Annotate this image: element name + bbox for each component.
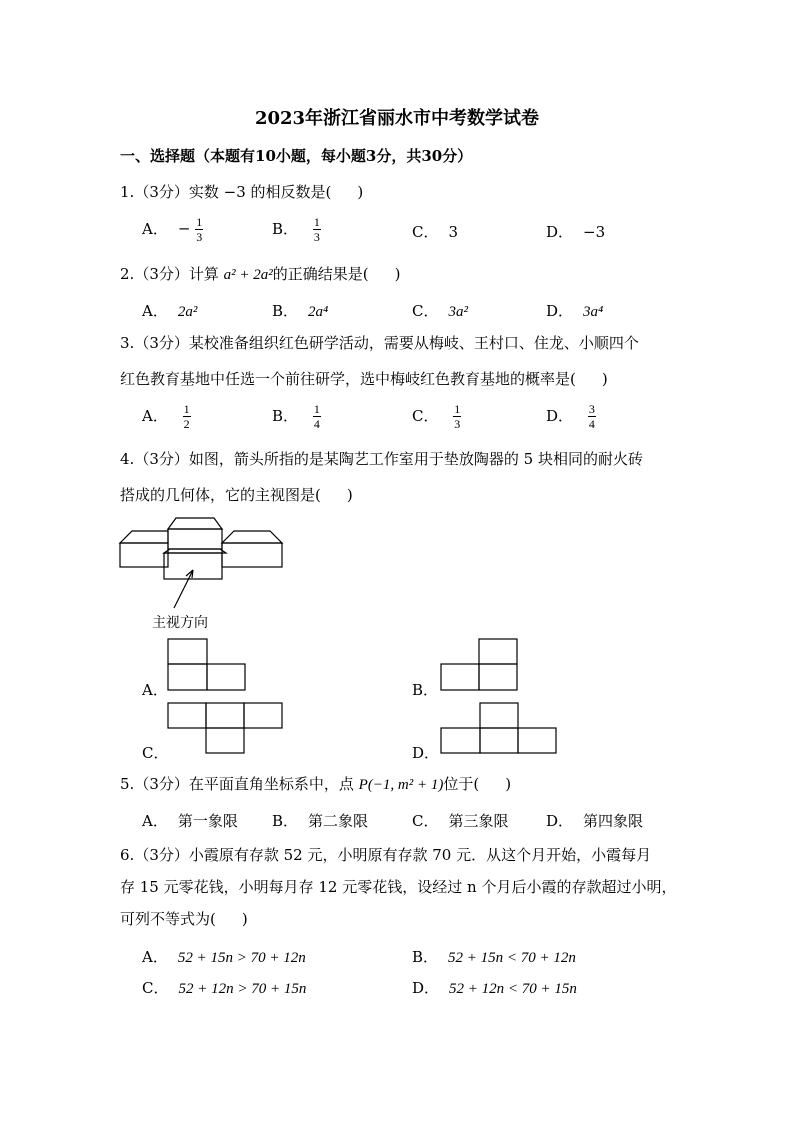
q4-figure-a xyxy=(168,639,245,690)
q5-option-a[interactable]: A． 第一象限 xyxy=(142,812,238,830)
question-6-stem-line1: 6.（3分）小霞原有存款 52 元，小明原有存款 70 元．从这个月开始，小霞每月 xyxy=(120,846,652,864)
question-3-stem-line1: 3.（3分）某校准备组织红色研学活动，需要从梅岐、王村口、住龙、小顺四个 xyxy=(120,334,639,352)
q4-figure-b xyxy=(441,639,517,690)
question-4-stem-line2: 搭成的几何体，它的主视图是( ) xyxy=(120,486,353,504)
q3-option-c[interactable]: C． $\frac{1}{3}$ xyxy=(412,402,461,431)
question-2-stem: 2.（3分）计算 a² + 2a²的正确结果是( ) xyxy=(120,265,401,283)
q2-option-c[interactable]: C． 3a² xyxy=(412,302,468,320)
q6-option-d[interactable]: D． 52 + 12n < 70 + 15n xyxy=(412,979,577,997)
question-6-stem-line3: 可列不等式为( ) xyxy=(120,910,248,928)
q5-option-b[interactable]: B． 第二象限 xyxy=(272,812,369,830)
question-6-stem-line2: 存 15 元零花钱，小明每月存 12 元零花钱，设经过 n 个月后小霞的存款超过小明， xyxy=(120,878,677,896)
q6-option-a[interactable]: A． 52 + 15n > 70 + 12n xyxy=(142,948,306,966)
q1-option-d[interactable]: D． −3 xyxy=(546,223,606,241)
q3-option-b[interactable]: B． $\frac{1}{4}$ xyxy=(272,402,320,431)
q1-option-b[interactable]: B． $\frac{1}{3}$ xyxy=(272,215,320,244)
q2-option-b[interactable]: B． 2a⁴ xyxy=(272,302,329,320)
q5-option-d[interactable]: D． 第四象限 xyxy=(546,812,644,830)
q2-option-d[interactable]: D． 3a⁴ xyxy=(546,302,604,320)
q3-option-d[interactable]: D． $\frac{3}{4}$ xyxy=(546,402,595,431)
q6-option-c[interactable]: C． 52 + 12n > 70 + 15n xyxy=(142,979,307,997)
q1-option-c[interactable]: C． 3 xyxy=(412,223,459,241)
q4-figure-c xyxy=(168,703,282,753)
q6-option-b[interactable]: B． 52 + 15n < 70 + 12n xyxy=(412,948,576,966)
q1-option-a[interactable]: A． − $\frac{1}{3}$ xyxy=(142,215,203,244)
question-5-stem: 5.（3分）在平面直角坐标系中，点 P(−1, m² + 1)位于( ) xyxy=(120,775,512,793)
page-title: 2023年浙江省丽水市中考数学试卷 xyxy=(254,108,540,129)
section-heading: 一、选择题（本题有10小题，每小题3分，共30分） xyxy=(120,147,473,165)
q4-option-b[interactable]: B． xyxy=(412,681,439,699)
q4-option-d[interactable]: D． xyxy=(412,744,440,762)
q4-option-a[interactable]: A． xyxy=(142,681,168,699)
q4-figure-d xyxy=(441,703,556,753)
question-4-stem-line1: 4.（3分）如图，箭头所指的是某陶艺工作室用于垫放陶器的 5 块相同的耐火砖 xyxy=(120,450,643,468)
question-1-stem: 1.（3分）实数 −3 的相反数是( ) xyxy=(120,183,364,201)
q2-option-a[interactable]: A． 2a² xyxy=(142,302,198,320)
q5-option-c[interactable]: C． 第三象限 xyxy=(412,812,509,830)
figure-caption: 主视方向 xyxy=(152,615,208,631)
question-3-stem-line2: 红色教育基地中任选一个前往研学，选中梅岐红色教育基地的概率是( ) xyxy=(120,370,608,388)
q3-option-a[interactable]: A． $\frac{1}{2}$ xyxy=(142,402,190,431)
q4-option-c[interactable]: C． xyxy=(142,744,169,762)
